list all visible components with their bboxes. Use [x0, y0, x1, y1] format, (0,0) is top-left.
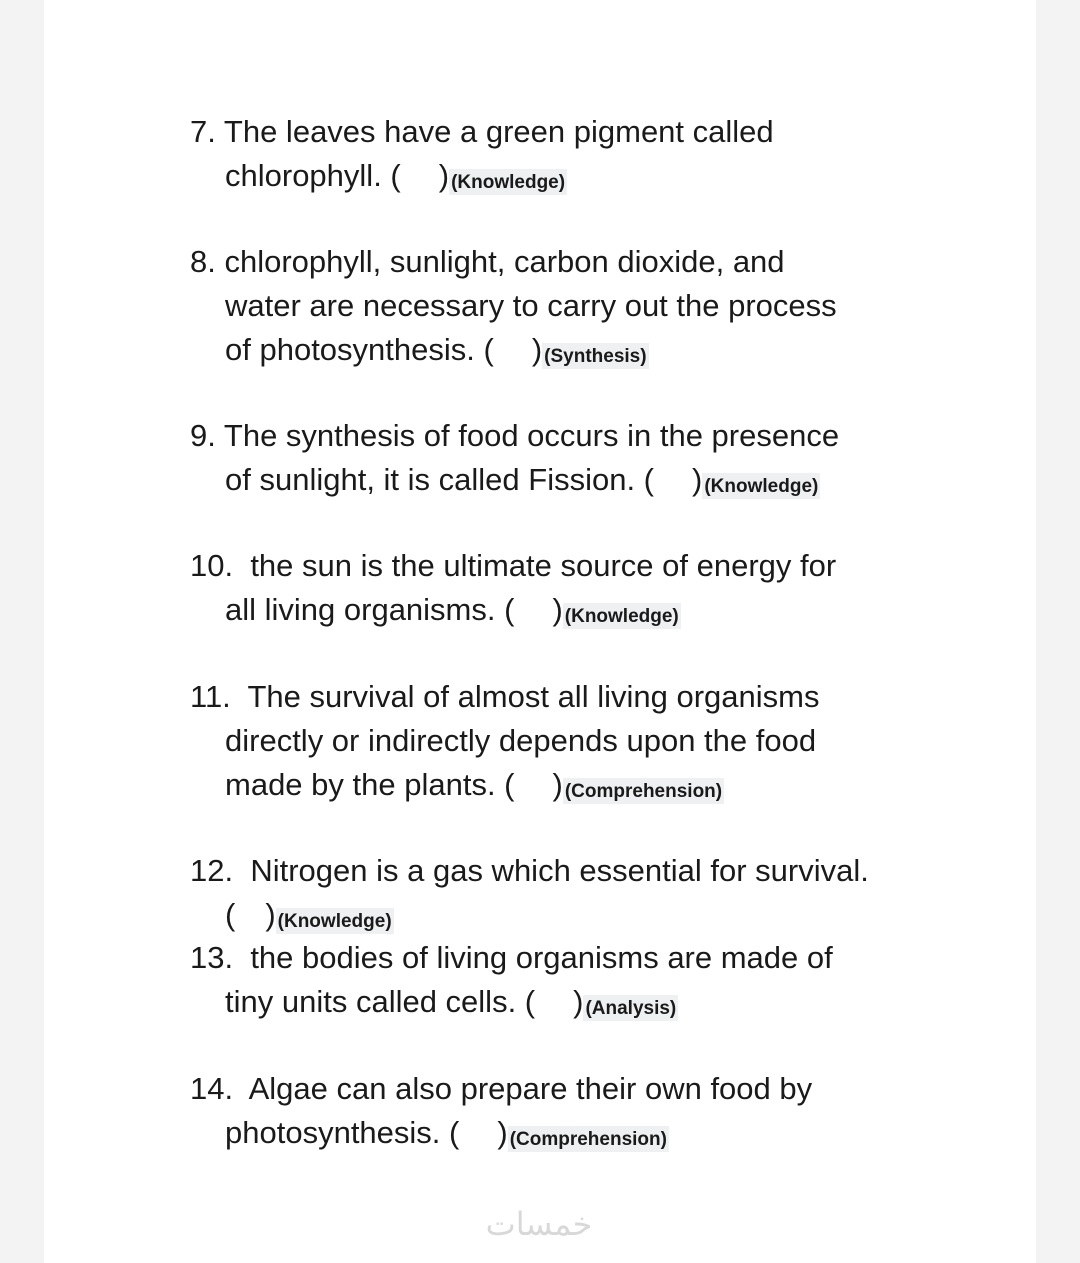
question-text: of sunlight, it is called Fission. ( — [225, 462, 655, 497]
question-11 — [190, 675, 930, 807]
question-line: 7. The leaves have a green pigment called — [190, 114, 774, 149]
question-line — [190, 588, 930, 632]
bloom-level-tag: (Comprehension) — [508, 1126, 669, 1152]
question-text: photosynthesis. ( — [225, 1115, 460, 1150]
close-paren: ) — [531, 332, 543, 367]
question-line — [190, 763, 930, 807]
close-paren: ) — [692, 462, 703, 497]
close-paren: ) — [497, 1115, 508, 1150]
question-line: 13. the bodies of living organisms are made of — [190, 940, 833, 975]
bloom-level-tag: (Knowledge) — [563, 603, 681, 629]
close-paren: ) — [265, 897, 276, 932]
question-text: all living organisms. ( — [225, 592, 515, 627]
bloom-level-tag: (Knowledge) — [276, 908, 394, 934]
question-line: water are necessary to carry out the process — [225, 288, 837, 323]
question-line — [190, 893, 930, 937]
question-12 — [190, 849, 930, 937]
question-8 — [190, 240, 930, 372]
question-line: 8. chlorophyll, sunlight, carbon dioxide, and — [190, 244, 785, 279]
document-page — [44, 0, 1036, 1263]
question-9 — [190, 414, 930, 502]
close-paren: ) — [438, 158, 450, 193]
question-line: 9. The synthesis of food occurs in the presence — [190, 418, 840, 453]
question-line: 10. the sun is the ultimate source of energy for — [190, 548, 837, 583]
question-line: 14. Algae can also prepare their own food by — [190, 1071, 813, 1106]
question-line: 11. The survival of almost all living organisms — [190, 679, 820, 714]
close-paren: ) — [552, 767, 563, 802]
bloom-level-tag: (Knowledge) — [449, 169, 567, 195]
question-7 — [190, 110, 930, 198]
question-line — [190, 1111, 930, 1155]
question-text: tiny units called cells. ( — [225, 984, 536, 1019]
question-13 — [190, 936, 930, 1024]
question-text: ( — [225, 897, 236, 932]
question-text: of photosynthesis. ( — [225, 332, 494, 367]
bloom-level-tag: (Synthesis) — [542, 343, 648, 369]
close-paren: ) — [573, 984, 584, 1019]
watermark-logo: خمسات — [485, 1205, 593, 1243]
bloom-level-tag: (Comprehension) — [563, 778, 724, 804]
question-text: chlorophyll. ( — [225, 158, 401, 193]
question-line: 12. Nitrogen is a gas which essential for survival. — [190, 853, 869, 888]
question-line — [190, 328, 930, 372]
bloom-level-tag: (Analysis) — [583, 995, 678, 1021]
question-10 — [190, 544, 930, 632]
question-line — [190, 458, 930, 502]
bloom-level-tag: (Knowledge) — [702, 473, 820, 499]
question-line: directly or indirectly depends upon the food — [225, 723, 817, 758]
question-line — [190, 154, 930, 198]
question-line — [190, 980, 930, 1024]
question-14 — [190, 1067, 930, 1155]
close-paren: ) — [552, 592, 563, 627]
question-text: made by the plants. ( — [225, 767, 515, 802]
